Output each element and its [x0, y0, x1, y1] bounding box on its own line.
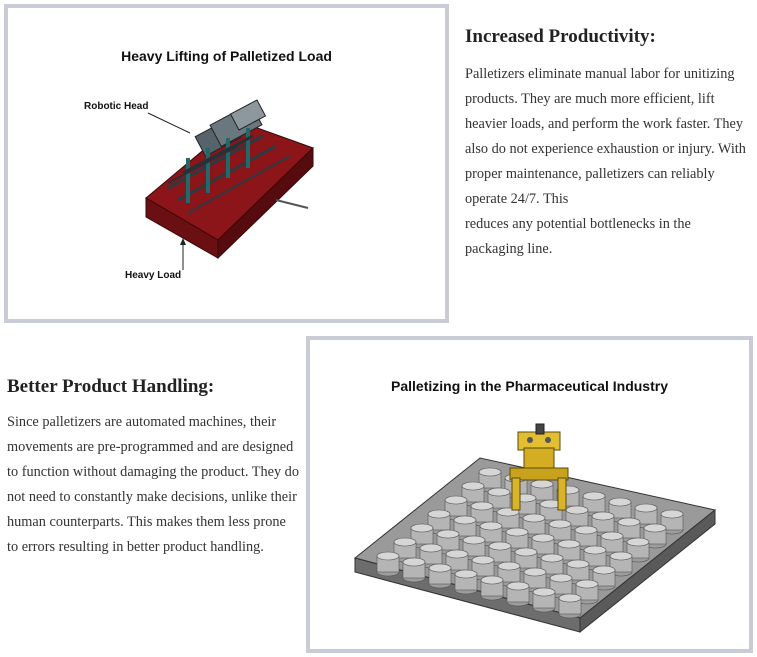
figure-pharmaceutical-palletizing: [306, 336, 753, 653]
section-heading: Better Product Handling:: [7, 376, 215, 397]
callout-heavy-load: Heavy Load: [125, 270, 182, 281]
figure-caption: Heavy Lifting of Palletized Load: [121, 48, 332, 64]
palletized-load-illustration: [8, 8, 445, 319]
container-cylinder: [533, 588, 555, 612]
container-cylinder: [377, 552, 399, 576]
section-paragraph-continued: reduces any potential bottlenecks in the packaging line.: [465, 216, 691, 257]
section-paragraph: Since palletizers are automated machines, their movements are pre-programmed and are designed to function without damaging the product. They do not need to constantly make decisions, unlike their human counterparts. This makes them less prone to errors resulting in better product handling.: [7, 414, 299, 555]
container-cylinder: [559, 594, 581, 618]
section-heading: Increased Productivity:: [465, 26, 656, 47]
container-cylinder: [481, 576, 503, 600]
pharmaceutical-palletizing-illustration: [310, 340, 749, 649]
figure-caption: Palletizing in the Pharmaceutical Industry: [391, 378, 668, 394]
figure-heavy-lifting: [4, 4, 449, 323]
container-cylinder: [507, 582, 529, 606]
section-better-product-handling: [7, 376, 299, 560]
callout-robotic-head: Robotic Head: [84, 101, 149, 112]
section-increased-productivity: [465, 26, 753, 262]
container-cylinder: [429, 564, 451, 588]
container-cylinder: [455, 570, 477, 594]
container-cylinder: [403, 558, 425, 582]
section-paragraph: Palletizers eliminate manual labor for unitizing products. They are much more efficient, lift heavier loads, and perform the work faster. They also do not experience exhaustion or injury. With proper maintenance, palletizers can reliably operate 24/7. This: [465, 66, 746, 207]
